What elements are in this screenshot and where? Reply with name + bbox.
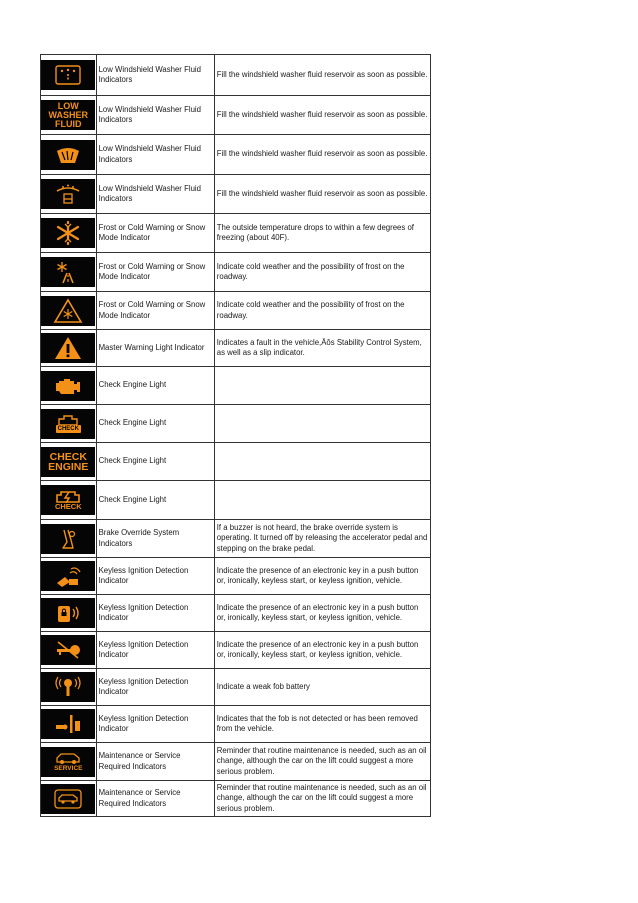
indicator-description: The outside temperature drops to within a few degrees of freezing (about 40F). <box>214 214 430 253</box>
snowflake-triangle-icon <box>41 296 95 326</box>
washer-fluid-icon <box>41 60 95 90</box>
table-row <box>41 367 431 405</box>
table-row <box>41 481 431 520</box>
table-row <box>41 96 431 135</box>
snowflake-icon <box>41 218 95 248</box>
fob-not-detected-icon <box>41 709 95 739</box>
engine-lightning-check-icon <box>41 485 95 515</box>
low-washer-fluid-text-icon: LOW WASHER FLUID <box>41 100 95 130</box>
indicator-name: Frost or Cold Warning or Snow Mode Indicator <box>96 253 214 292</box>
table-row <box>41 443 431 481</box>
table-row <box>41 595 431 632</box>
indicator-name: Keyless Ignition Detection Indicator <box>96 669 214 706</box>
check-label: CHECK <box>54 502 82 511</box>
indicator-name: Maintenance or Service Required Indicators <box>96 743 214 781</box>
indicator-description: Indicate the presence of an electronic key in a push button or, ironically, keyless start, or keyless ignition, vehicle. <box>214 558 430 595</box>
indicator-description: If a buzzer is not heard, the brake override system is operating. It turned off by releasing the accelerator pedal and stepping on the brake pedal. <box>214 520 430 558</box>
indicator-description: Indicate a weak fob battery <box>214 669 430 706</box>
table-row <box>41 743 431 781</box>
indicator-description <box>214 367 430 405</box>
table-row <box>41 520 431 558</box>
check-badge: CHECK <box>57 425 79 432</box>
indicator-name: Low Windshield Washer Fluid Indicators <box>96 96 214 135</box>
warning-triangle-icon <box>41 333 95 363</box>
indicator-description: Indicate the presence of an electronic key in a push button or, ironically, keyless start, or keyless ignition, vehicle. <box>214 632 430 669</box>
indicator-description: Fill the windshield washer fluid reservoir as soon as possible. <box>214 175 430 214</box>
table-row <box>41 405 431 443</box>
indicator-name: Brake Override System Indicators <box>96 520 214 558</box>
engine-icon <box>41 371 95 401</box>
engine-check-icon <box>41 409 95 439</box>
indicator-description <box>214 481 430 520</box>
indicator-description: Reminder that routine maintenance is needed, such as an oil change, although the car on the lift could suggest a more serious problem. <box>214 743 430 781</box>
check-engine-text-icon: CHECK ENGINE <box>41 447 95 477</box>
washer-fluid-level-icon <box>41 179 95 209</box>
indicator-description: Reminder that routine maintenance is needed, such as an oil change, although the car on the lift could suggest a more serious problem. <box>214 781 430 817</box>
indicator-name: Keyless Ignition Detection Indicator <box>96 558 214 595</box>
table-row <box>41 706 431 743</box>
indicator-name: Frost or Cold Warning or Snow Mode Indicator <box>96 214 214 253</box>
indicator-name: Low Windshield Washer Fluid Indicators <box>96 175 214 214</box>
table-row <box>41 632 431 669</box>
indicator-description: Indicates that the fob is not detected or has been removed from the vehicle. <box>214 706 430 743</box>
table-row <box>41 781 431 817</box>
table-row <box>41 292 431 330</box>
table-row <box>41 330 431 367</box>
indicator-name: Low Windshield Washer Fluid Indicators <box>96 55 214 96</box>
snow-road-icon <box>41 257 95 287</box>
table-row <box>41 214 431 253</box>
brake-pedal-icon <box>41 524 95 554</box>
table-row <box>41 253 431 292</box>
key-fob-signal-icon <box>41 561 95 591</box>
table-row <box>41 135 431 175</box>
indicator-name: Check Engine Light <box>96 481 214 520</box>
indicator-description: Indicate the presence of an electronic key in a push button or, ironically, keyless start, or keyless ignition, vehicle. <box>214 595 430 632</box>
indicator-name: Check Engine Light <box>96 443 214 481</box>
indicator-description: Fill the windshield washer fluid reservoir as soon as possible. <box>214 135 430 175</box>
car-service-icon <box>41 747 95 777</box>
indicator-name: Low Windshield Washer Fluid Indicators <box>96 135 214 175</box>
key-icon <box>41 635 95 665</box>
indicator-description <box>214 405 430 443</box>
indicator-table <box>40 54 431 817</box>
indicator-name: Check Engine Light <box>96 367 214 405</box>
indicator-name: Maintenance or Service Required Indicators <box>96 781 214 817</box>
indicator-description: Fill the windshield washer fluid reservoir as soon as possible. <box>214 55 430 96</box>
service-label: SERVICE <box>54 764 83 772</box>
key-fob-lock-icon <box>41 598 95 628</box>
indicator-name: Master Warning Light Indicator <box>96 330 214 367</box>
windshield-spray-icon <box>41 140 95 170</box>
table-row <box>41 558 431 595</box>
indicator-name: Frost or Cold Warning or Snow Mode Indicator <box>96 292 214 330</box>
indicator-name: Keyless Ignition Detection Indicator <box>96 706 214 743</box>
car-lift-icon <box>41 784 95 814</box>
table-row <box>41 55 431 96</box>
indicator-name: Keyless Ignition Detection Indicator <box>96 632 214 669</box>
table-row <box>41 669 431 706</box>
indicator-description: Indicate cold weather and the possibility of frost on the roadway. <box>214 253 430 292</box>
indicator-name: Keyless Ignition Detection Indicator <box>96 595 214 632</box>
indicator-description <box>214 443 430 481</box>
table-row <box>41 175 431 214</box>
indicator-description: Fill the windshield washer fluid reservoir as soon as possible. <box>214 96 430 135</box>
weak-fob-battery-icon <box>41 672 95 702</box>
indicator-name: Check Engine Light <box>96 405 214 443</box>
indicator-description: Indicate cold weather and the possibility of frost on the roadway. <box>214 292 430 330</box>
indicator-description: Indicates a fault in the vehicle,Äôs Stability Control System, as well as a slip indicator. <box>214 330 430 367</box>
